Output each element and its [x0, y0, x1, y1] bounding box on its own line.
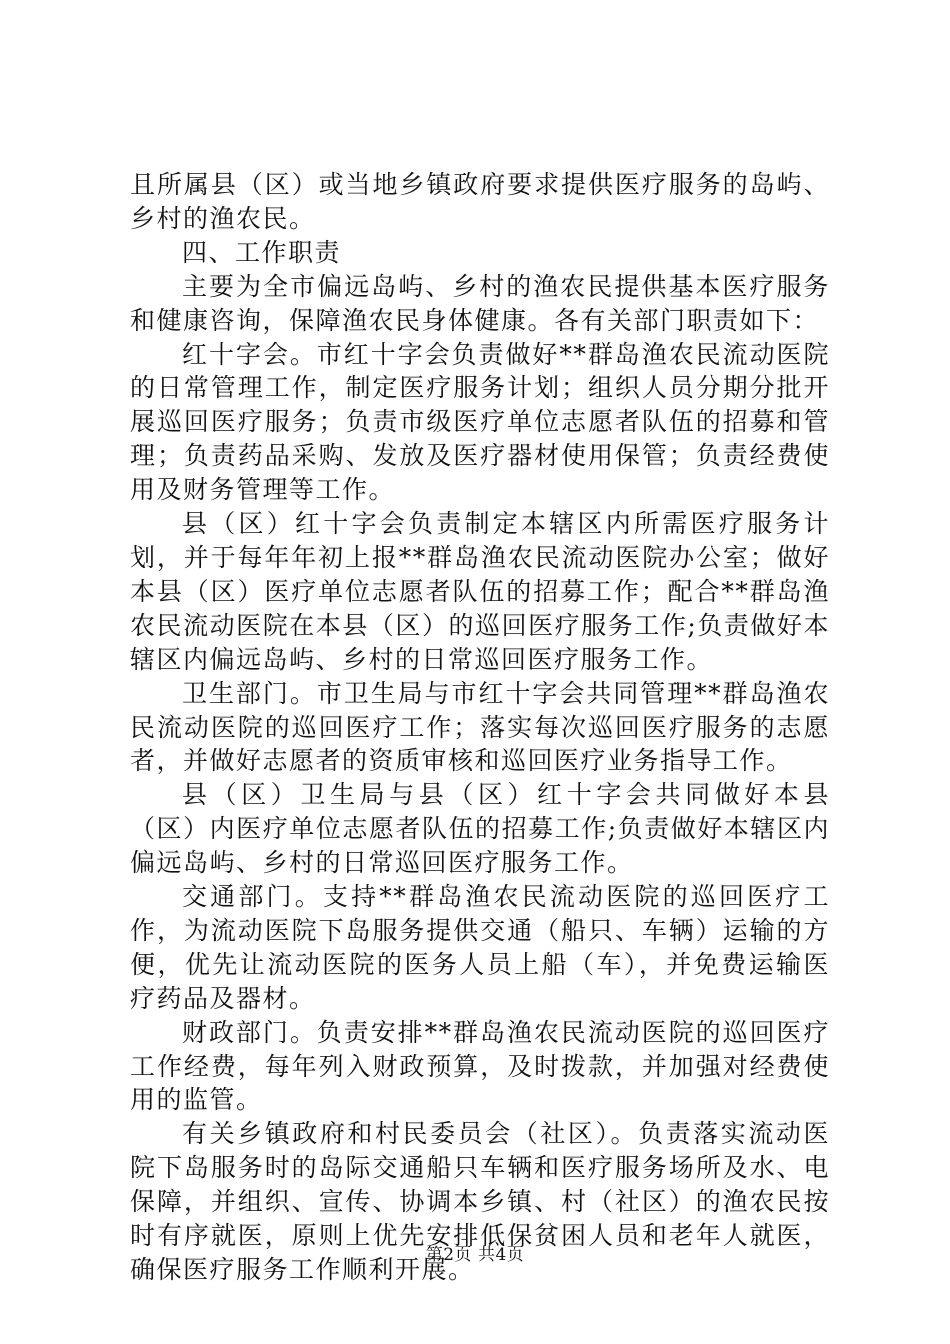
paragraph-transport-dept: 交通部门。支持**群岛渔农民流动医院的巡回医疗工作，为流动医院下岛服务提供交通（船只、车辆）运输的方便，优先让流动医院的医务人员上船（车），并免费运输医疗药品及器材。: [130, 882, 830, 1013]
paragraph-continuation: 且所属县（区）或当地乡镇政府要求提供医疗服务的岛屿、乡村的渔农民。: [130, 170, 830, 233]
paragraph-intro: 主要为全市偏远岛屿、乡村的渔农民提供基本医疗服务和健康咨询，保障渔农民身体健康。各有关部门职责如下：: [130, 271, 830, 335]
section-heading: 四、工作职责: [182, 237, 342, 267]
page-number-footer: 第2页 共4页: [425, 1245, 525, 1265]
paragraph-county-health: 县（区）卫生局与县（区）红十字会共同做好本县（区）内医疗单位志愿者队伍的招募工作;负责做好本辖区内偏远岛屿、乡村的日常巡回医疗服务工作。: [130, 780, 830, 878]
paragraph-red-cross: 红十字会。市红十字会负责做好**群岛渔农民流动医院的日常管理工作，制定医疗服务计划；组织人员分期分批开展巡回医疗服务；负责市级医疗单位志愿者队伍的招募和管理；负责药品采购、发放及医疗器材使用保管；负责经费使用及财务管理等工作。: [130, 339, 830, 505]
paragraph-health-dept: 卫生部门。市卫生局与市红十字会共同管理**群岛渔农民流动医院的巡回医疗工作；落实每次巡回医疗服务的志愿者，并做好志愿者的资质审核和巡回医疗业务指导工作。: [130, 678, 830, 776]
paragraph-county-red-cross: 县（区）红十字会负责制定本辖区内所需医疗服务计划，并于每年年初上报**群岛渔农民流动医院办公室；做好本县（区）医疗单位志愿者队伍的招募工作；配合**群岛渔农民流动医院在本县（区）的巡回医疗服务工作;负责做好本辖区内偏远岛屿、乡村的日常巡回医疗服务工作。: [130, 509, 830, 674]
paragraph-township: 有关乡镇政府和村民委员会（社区）。负责落实流动医院下岛服务时的岛际交通船只车辆和医疗服务场所及水、电保障，并组织、宣传、协调本乡镇、村（社区）的渔农民按时有序就医，原则上优先安排低保贫困人员和老年人就医，确保医疗服务工作顺利开展。: [130, 1119, 830, 1284]
paragraph-finance-dept: 财政部门。负责安排**群岛渔农民流动医院的巡回医疗工作经费，每年列入财政预算，及时拨款，并加强对经费使用的监管。: [130, 1017, 830, 1115]
document-body: [130, 168, 830, 1287]
